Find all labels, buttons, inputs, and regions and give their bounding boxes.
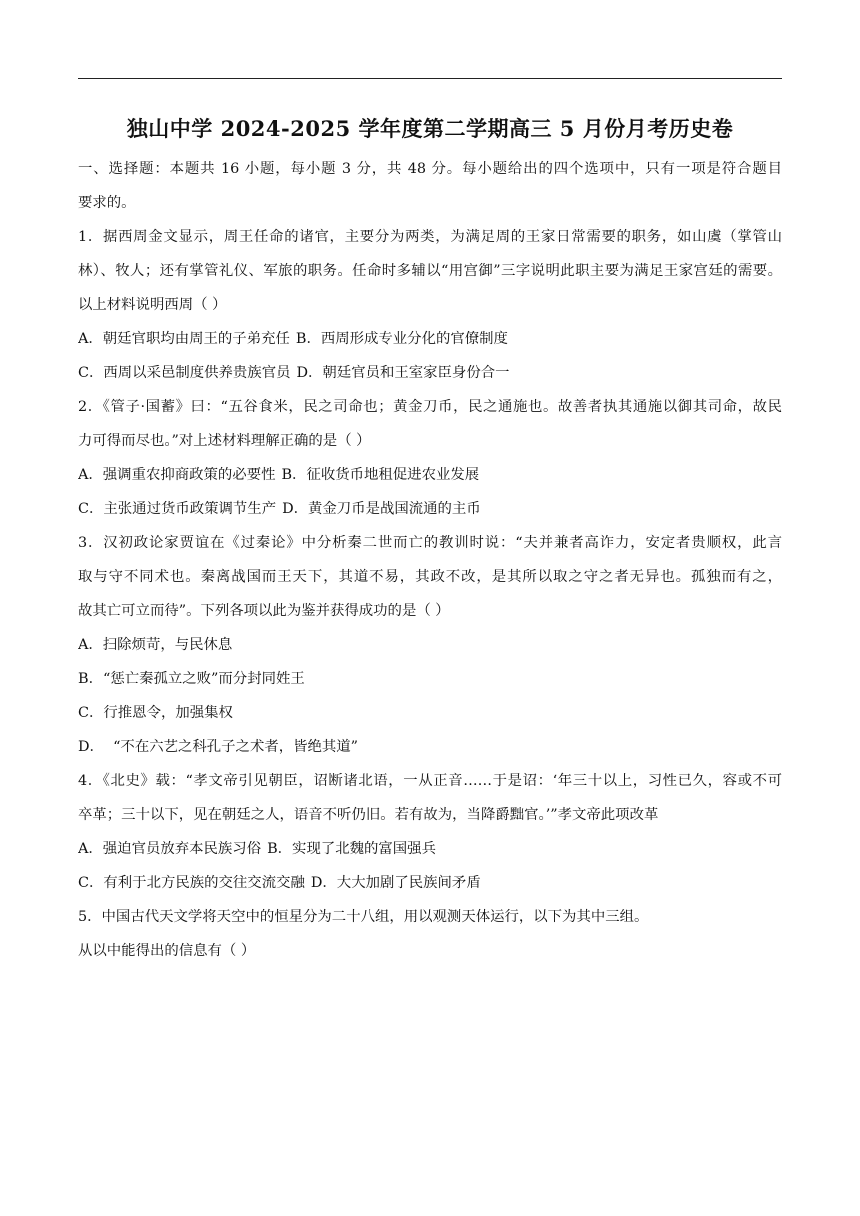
question-stem-line: 3．汉初政论家贾谊在《过秦论》中分析秦二世而亡的教训时说：“夫并兼者高诈力，安定者贵顺权，此言	[78, 535, 782, 551]
option-a[interactable]: A．朝廷官职均由周王的子弟充任	[78, 331, 290, 347]
option-c[interactable]: C．西周以采邑制度供养贵族官员	[78, 365, 291, 381]
header-rule	[78, 78, 782, 79]
option-b[interactable]: B．西周形成专业分化的官僚制度	[295, 331, 508, 347]
option-b[interactable]: B．征收货币地租促进农业发展	[281, 467, 480, 483]
question-2	[78, 390, 782, 526]
instructions-line: 一、选择题：本题共 16 小题，每小题 3 分，共 48 分。每小题给出的四个选项中，只有一项是符合题目	[78, 161, 782, 177]
option-c[interactable]: C．行推恩令，加强集权	[78, 705, 233, 721]
option-d[interactable]: D．黄金刀币是战国流通的主币	[282, 501, 481, 517]
option-a[interactable]: A．强迫官员放弃本民族习俗	[78, 841, 262, 857]
question-stem-line: 卒革；三十以下，见在朝廷之人，语音不听仍旧。若有故为，当降爵黜官。’”孝文帝此项改革	[78, 807, 659, 823]
page-title: 独山中学 2024-2025 学年度第二学期高三 5 月份月考历史卷	[126, 116, 734, 141]
question-4	[78, 764, 782, 900]
question-stem-line: 4．《北史》载：“孝文帝引见朝臣，诏断诸北语，一从正音……于是诏：‘年三十以上，习性已久，容或不可	[78, 773, 782, 789]
question-stem-line: 故其亡可立而待”。下列各项以此为鉴并获得成功的是（ ）	[78, 603, 450, 619]
question-stem-line: 5．中国古代天文学将天空中的恒星分为二十八组，用以观测天体运行，以下为其中三组。	[78, 909, 649, 925]
question-3	[78, 526, 782, 764]
option-row	[78, 866, 782, 900]
option-row	[78, 458, 782, 492]
option-d[interactable]: D．朝廷官员和王室家臣身份合一	[296, 365, 510, 381]
option-d[interactable]: D．大大加剧了民族间矛盾	[310, 875, 481, 891]
option-row	[78, 832, 782, 866]
question-stem-line: 力可得而尽也。”对上述材料理解正确的是（ ）	[78, 433, 371, 449]
exam-content	[78, 152, 782, 968]
option-row	[78, 322, 782, 356]
question-stem-line: 取与守不同术也。秦离战国而王天下，其道不易，其政不改，是其所以取之守之者无异也。孤独而有之，	[78, 569, 782, 585]
question-stem-line: 林）、牧人；还有掌管礼仪、军旅的职务。任命时多辅以“用宫御”三字说明此职主要为满足王家宫廷的需要。	[78, 263, 782, 279]
option-row	[78, 356, 782, 390]
option-d[interactable]: D． “不在六艺之科孔子之术者，皆绝其道”	[78, 739, 359, 755]
option-a[interactable]: A．扫除烦苛，与民休息	[78, 637, 233, 653]
option-b[interactable]: B．实现了北魏的富国强兵	[267, 841, 436, 857]
question-stem-line: 从以中能得出的信息有（ ）	[78, 943, 256, 959]
question-5	[78, 900, 782, 968]
option-c[interactable]: C．主张通过货币政策调节生产	[78, 501, 277, 517]
question-1	[78, 220, 782, 390]
question-stem-line: 以上材料说明西周（ ）	[78, 297, 227, 313]
option-c[interactable]: C．有利于北方民族的交往交流交融	[78, 875, 305, 891]
question-stem-line: 2．《管子·国蓄》曰：“五谷食米，民之司命也；黄金刀币，民之通施也。故善者执其通施以御其司命，故民	[78, 399, 782, 415]
question-stem-line: 1．据西周金文显示，周王任命的诸官，主要分为两类，为满足周的王家日常需要的职务，如山虞（掌管山	[78, 229, 782, 245]
option-a[interactable]: A．强调重农抑商政策的必要性	[78, 467, 276, 483]
option-row	[78, 492, 782, 526]
option-b[interactable]: B．“惩亡秦孤立之败”而分封同姓王	[78, 671, 305, 687]
instructions-line: 要求的。	[78, 195, 136, 211]
